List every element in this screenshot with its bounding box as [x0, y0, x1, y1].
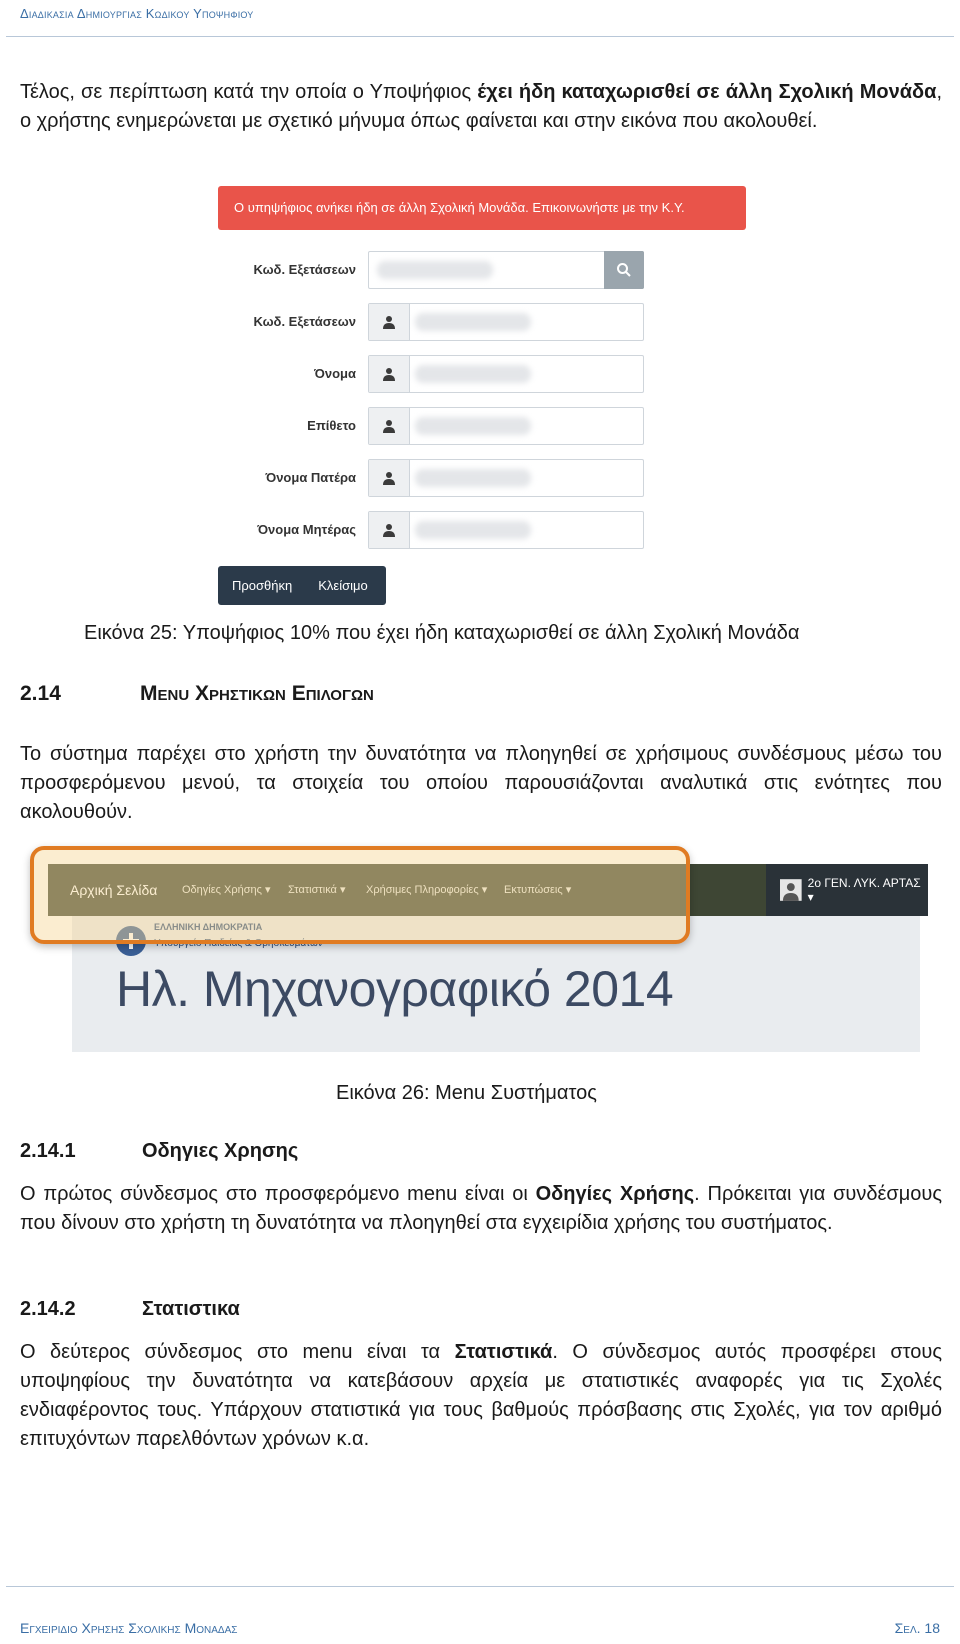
field-label: Επίθετο [307, 418, 356, 433]
field-label: Κωδ. Εξετάσεων [253, 314, 356, 329]
blurred-value [415, 417, 531, 435]
banner-title: Ηλ. Μηχανογραφικό 2014 [116, 961, 674, 1017]
section-2-14-paragraph: Το σύστημα παρέχει στο χρήστη την δυνατότητα να πλοηγηθεί σε χρήσιμους συνδέσμους μέσω του προσφερόμενου μενού, τα στοιχεία του οποίου παρουσιάζονται αναλυτικά στις ενότητες που ακολουθούν. [20, 743, 942, 823]
search-icon [616, 262, 632, 278]
blurred-value [415, 365, 531, 383]
blurred-value [415, 521, 531, 539]
footer-rule [6, 1586, 954, 1587]
section-number: 2.14.2 [20, 1298, 76, 1320]
section-heading-2-14 [20, 682, 374, 706]
page-number: Σελ. 18 [894, 1620, 940, 1636]
section-number: 2.14 [20, 682, 61, 705]
ministry-line-2: Υπουργείο Παιδείας & Θρησκευμάτων [154, 938, 323, 949]
field-label: Όνομα Πατέρα [265, 470, 356, 485]
nav-statistics[interactable]: Στατιστικά ▾ [288, 884, 346, 896]
user-menu[interactable] [766, 864, 928, 916]
section-title: Οδηγιες Χρησης [142, 1140, 299, 1162]
section-heading-2-14-1 [20, 1140, 299, 1163]
nav-useful-info[interactable]: Χρήσιμες Πληροφορίες ▾ [366, 884, 488, 896]
footer-title: Εγχειριδιο Χρησης Σχολικης Μοναδας [20, 1620, 238, 1636]
user-icon [382, 523, 396, 537]
input-addon [369, 304, 410, 340]
form-button-group [218, 566, 386, 605]
blurred-value [415, 313, 531, 331]
nav-home[interactable]: Αρχική Σελίδα [70, 882, 158, 898]
exam-code-search-input[interactable] [368, 251, 644, 289]
section-title: Menu Χρηστικων Επιλογων [140, 682, 374, 705]
section-2-14-1-paragraph: Ο πρώτος σύνδεσμος στο προσφερόμενο menu είναι οι Οδηγίες Χρήσης. Πρόκειται για συνδέσμους που δίνουν στο χρήστη τη δυνατότητα να πλοηγηθεί στα εγχειρίδια χρήσης του συστήματος. [20, 1183, 942, 1234]
section-heading-2-14-2 [20, 1298, 240, 1321]
father-name-input[interactable] [368, 459, 644, 497]
nav-user-guide[interactable]: Οδηγίες Χρήσης ▾ [182, 884, 271, 896]
section-title: Στατιστικα [142, 1298, 240, 1320]
field-label: Κωδ. Εξετάσεων [253, 262, 356, 277]
input-addon [369, 460, 410, 496]
user-menu-label: 2ο ΓΕΝ. ΛΥΚ. ΑΡΤΑΣ ▾ [807, 876, 921, 904]
last-name-input[interactable] [368, 407, 644, 445]
field-label: Όνομα [314, 366, 356, 381]
input-addon [369, 512, 410, 548]
figure-26-caption: Εικόνα 26: Menu Συστήματος [336, 1082, 597, 1104]
figure-25-caption: Εικόνα 25: Υποψήφιος 10% που έχει ήδη καταχωρισθεί σε άλλη Σχολική Μονάδα [84, 622, 800, 644]
running-header: Διαδικασια Δημιουργιας Κωδικου Υποψηφιου [20, 6, 254, 21]
section-2-14-2-paragraph: Ο δεύτερος σύνδεσμος στο menu είναι τα Στατιστικά. Ο σύνδεσμος αυτός προσφέρει στους υποψηφίους την δυνατότητα να κατεβάσουν αρχεία με στατιστικές αναφορές για τις Σχολές ενδιαφέροντος τους. Υπάρχουν στατιστικά για τους βαθμούς πρόσβασης στις Σχολές, για τον αριθμό επιτυχόντων παρελθόντων χρόνων κ.α. [20, 1341, 942, 1450]
first-name-input[interactable] [368, 355, 644, 393]
exam-code-input[interactable] [368, 303, 644, 341]
blurred-value [377, 261, 493, 279]
error-alert: Ο υπηψήφιος ανήκει ήδη σε άλλη Σχολική Μονάδα. Επικοινωνήστε με την Κ.Υ. [218, 186, 746, 230]
header-rule [6, 36, 954, 37]
nav-printouts[interactable]: Εκτυπώσεις ▾ [504, 884, 572, 896]
field-label: Όνομα Μητέρας [257, 522, 356, 537]
blurred-value [415, 469, 531, 487]
input-addon [369, 408, 410, 444]
close-button[interactable]: Κλείσιμο [318, 578, 368, 593]
section-number: 2.14.1 [20, 1140, 76, 1162]
search-button[interactable] [604, 251, 644, 289]
add-button[interactable]: Προσθήκη [232, 578, 293, 593]
figure-25-screenshot [216, 184, 748, 614]
ministry-line-1: ΕΛΛΗΝΙΚΗ ΔΗΜΟΚΡΑΤΙΑ [154, 922, 263, 932]
intro-paragraph: Τέλος, σε περίπτωση κατά την οποία ο Υποψήφιος έχει ήδη καταχωρισθεί σε άλλη Σχολική Μονάδα, ο χρήστης ενημερώνεται με σχετικό μήνυμα όπως φαίνεται και στην εικόνα που ακολουθεί. [20, 81, 942, 132]
mother-name-input[interactable] [368, 511, 644, 549]
menu-highlight [30, 846, 690, 944]
user-icon [382, 315, 396, 329]
user-icon [382, 367, 396, 381]
user-icon [382, 471, 396, 485]
avatar-icon [780, 879, 802, 901]
user-icon [382, 419, 396, 433]
input-addon [369, 356, 410, 392]
